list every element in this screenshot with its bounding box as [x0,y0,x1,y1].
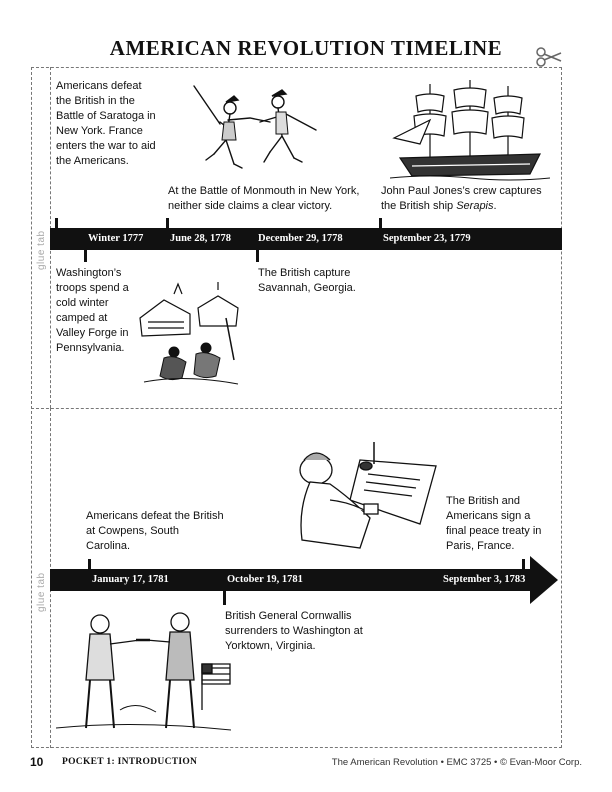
event-serapis-end: . [493,200,497,212]
footer-section: POCKET 1: INTRODUCTION [62,757,198,767]
soldiers-battle-illustration [190,82,320,182]
tick-winter-1777-down [84,250,87,262]
yorktown-surrender-illustration [56,600,231,740]
date-june-28-1778: June 28, 1778 [170,233,231,244]
event-monmouth: At the Battle of Monmouth in New York, neither side claims a clear victory. [168,185,360,212]
tick-june-1778-up [166,218,169,228]
treaty-signing-illustration [290,440,440,560]
page-title: AMERICAN REVOLUTION TIMELINE [109,36,503,60]
date-october-19-1781: October 19, 1781 [227,574,303,585]
event-serapis-text: John Paul Jones’s crew captures the British ship [381,185,542,212]
scissors-icon [536,46,562,68]
event-cowpens: Americans defeat the British at Cowpens, South Carolina. [86,510,224,552]
footer-credit: The American Revolution • EMC 3725 • © Evan-Moor Corp. [331,757,582,768]
date-winter-1777: Winter 1777 [88,233,144,244]
fold-line-middle [31,408,562,409]
tick-winter-1777-up [55,218,58,228]
event-savannah: The British capture Savannah, Georgia. [258,267,356,294]
event-valley-forge: Washington’s troops spend a cold winter camped at Valley Forge in Pennsylvania. [56,267,129,354]
date-january-17-1781: January 17, 1781 [92,574,169,585]
date-september-3-1783: September 3, 1783 [443,574,526,585]
sailing-ship-illustration [390,78,550,183]
event-yorktown: British General Cornwallis surrenders to Washington at Yorktown, Virginia. [225,610,363,652]
tick-dec-1778-down [256,250,259,262]
event-paris-treaty: The British and Americans sign a final peace treaty in Paris, France. [446,495,542,552]
timeline-arrowhead [530,556,558,604]
page-number: 10 [30,755,44,769]
tick-jan-1781-up [88,559,91,569]
date-september-23-1779: September 23, 1779 [383,233,471,244]
glue-tab-label-bottom: glue tab [36,572,47,612]
event-serapis-ship: Serapis [456,200,494,212]
glue-tab-label-top: glue tab [36,230,47,270]
tick-sept-1779-up [379,218,382,228]
event-saratoga: Americans defeat the British in the Battle of Saratoga in New York. France enters the war to aid the Americans. [56,80,156,167]
date-december-29-1778: December 29, 1778 [258,233,343,244]
tick-sept-1783-up [522,559,525,569]
valley-forge-camp-illustration [134,278,244,393]
event-serapis [381,184,556,214]
